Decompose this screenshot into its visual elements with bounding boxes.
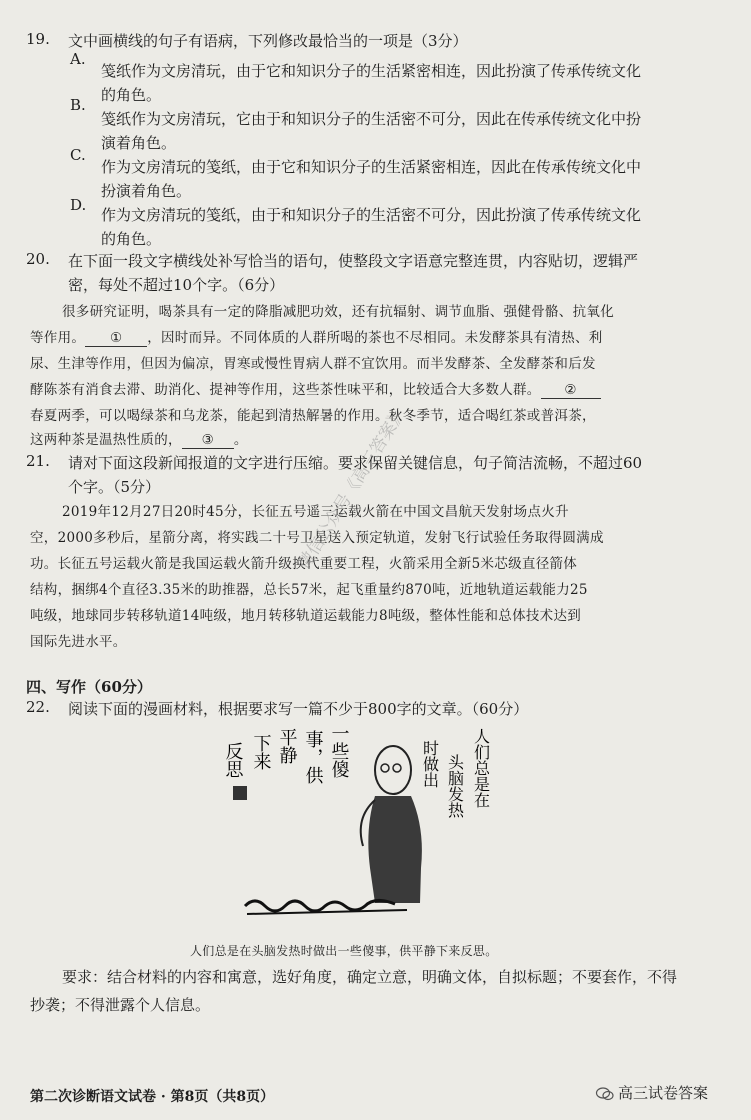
wechat-icon [596, 1087, 614, 1101]
cartoon-text-col8: 人们总是在 [471, 728, 491, 808]
q19-option-d-letter: D. [70, 196, 87, 214]
cartoon-text-col6: 时做出 [420, 740, 440, 788]
q19-option-c-line2: 扮演着角色。 [101, 182, 192, 200]
q20-passage-line4 [30, 378, 601, 399]
cartoon-seal [233, 786, 247, 800]
q21-stem-line2: 个字。（5分） [68, 478, 161, 496]
q20-passage-text: 等作用。 [30, 330, 86, 346]
q19-option-b-line1: 笺纸作为文房清玩，它由于和知识分子的生活密不可分，因此在传承传统文化中扮 [101, 110, 642, 128]
q20-passage-line3: 尿、生津等作用，但因为偏凉，胃寒或慢性胃病人群不宜饮用。而半发酵茶、全发酵茶和后发 [30, 356, 596, 372]
q21-news-line2: 空，2000多秒后，星箭分离，将实践二十号卫星送入预定轨道，发射飞行试验任务取得圆满成 [30, 530, 604, 546]
section-4-heading: 四、写作（60分） [26, 678, 152, 696]
q21-news-line5: 吨级，地球同步转移轨道14吨级，地月转移轨道运载能力8吨级，整体性能和总体技术达到 [30, 608, 582, 624]
cartoon-glasses [381, 764, 389, 772]
q19-option-c-letter: C. [70, 146, 86, 164]
cartoon-text-col5: 一些傻 [328, 724, 350, 778]
q22-number: 22. [26, 698, 50, 716]
q19-number: 19. [26, 30, 50, 48]
page-footer: 第二次诊断语文试卷 · 第8页（共8页） [30, 1089, 275, 1105]
q22-requirement-line1: 要求：结合材料的内容和寓意，选好角度，确定立意，明确文体，自拟标题；不要套作，不得 [62, 968, 678, 986]
q20-number: 20. [26, 250, 50, 268]
q20-passage-text: ，因时而异。不同体质的人群所喝的茶也不尽相同。未发酵茶具有清热、利 [147, 330, 603, 346]
q20-passage-text: 酵陈茶有消食去滞、助消化、提神等作用，这些茶性味平和，比较适合大多数人群。 [30, 382, 541, 398]
q20-passage-line5: 春夏两季，可以喝绿茶和乌龙茶，能起到清热解暑的作用。秋冬季节，适合喝红茶或普洱茶， [30, 408, 596, 424]
q19-option-d-line2: 的角色。 [101, 230, 162, 248]
q20-stem-line2: 密，每处不超过10个字。（6分） [68, 276, 285, 294]
q19-option-c-line1: 作为文房清玩的笺纸，由于它和知识分子的生活紧密相连，因此在传承传统文化中 [101, 158, 642, 176]
watermark: 微信公众号《高三答案》 [294, 404, 411, 574]
cartoon-text-col7: 头脑发热 [445, 754, 465, 818]
q20-passage-line6 [30, 428, 248, 449]
q21-news-line1: 2019年12月27日20时45分，长征五号遥三运载火箭在中国文昌航天发射场点火升 [62, 504, 569, 520]
q20-passage-text: 这两种茶是温热性质的， [30, 432, 182, 448]
cartoon-text-col1: 反思 [222, 742, 244, 778]
q20-blank-1: ① [85, 330, 147, 347]
q19-stem: 文中画横线的句子有语病，下列修改最恰当的一项是（3分） [68, 32, 468, 50]
q21-news-line6: 国际先进水平。 [30, 634, 127, 650]
q19-option-b-letter: B. [70, 96, 86, 114]
q21-news-line4: 结构，捆绑4个直径3.35米的助推器，总长57米，起飞重量约870吨，近地轨道运载能力25 [30, 582, 588, 598]
q19-option-a-line2: 的角色。 [101, 86, 162, 104]
q20-stem-line1: 在下面一段文字横线处补写恰当的语句，使整段文字语意完整连贯，内容贴切，逻辑严 [68, 252, 639, 270]
q22-stem: 阅读下面的漫画材料，根据要求写一篇不少于800字的文章。（60分） [68, 700, 529, 718]
cartoon-scribble [245, 900, 395, 911]
cartoon-text-col2: 下来 [250, 734, 272, 770]
q19-option-d-line1: 作为文房清玩的笺纸，由于和知识分子的生活密不可分，因此扮演了传承传统文化 [101, 206, 642, 224]
q19-option-a-line1: 笺纸作为文房清玩，由于它和知识分子的生活紧密相连，因此扮演了传承传统文化 [101, 62, 642, 80]
q20-passage-text: 。 [233, 432, 248, 448]
q20-blank-3: ③ [182, 432, 234, 449]
q21-news-line3: 功。长征五号运载火箭是我国运载火箭升级换代重要工程，火箭采用全新5米芯级直径箭体 [30, 556, 578, 572]
q19-option-a-letter: A. [70, 50, 86, 68]
cartoon-illustration [222, 718, 525, 928]
q20-passage-line1: 很多研究证明，喝茶具有一定的降脂减肥功效，还有抗辐射、调节血脂、强健骨骼、抗氧化 [62, 304, 614, 320]
wechat-source [596, 1082, 708, 1103]
cartoon-body [368, 796, 422, 903]
q22-requirement-line2: 抄袭；不得泄露个人信息。 [30, 996, 211, 1014]
cartoon-caption: 人们总是在头脑发热时做出一些傻事，供平静下来反思。 [190, 944, 498, 958]
q20-blank-2: ② [541, 382, 601, 399]
cartoon-glasses [393, 764, 401, 772]
cartoon-text-col4: 事，供 [302, 730, 324, 784]
q21-number: 21. [26, 452, 50, 470]
q20-passage-line2 [30, 326, 603, 347]
q21-stem-line1: 请对下面这段新闻报道的文字进行压缩。要求保留关键信息，句子简洁流畅，不超过60 [68, 454, 643, 472]
wechat-source-label: 高三试卷答案 [618, 1084, 709, 1102]
q19-option-b-line2: 演着角色。 [101, 134, 177, 152]
cartoon-text-col3: 平静 [276, 728, 298, 764]
